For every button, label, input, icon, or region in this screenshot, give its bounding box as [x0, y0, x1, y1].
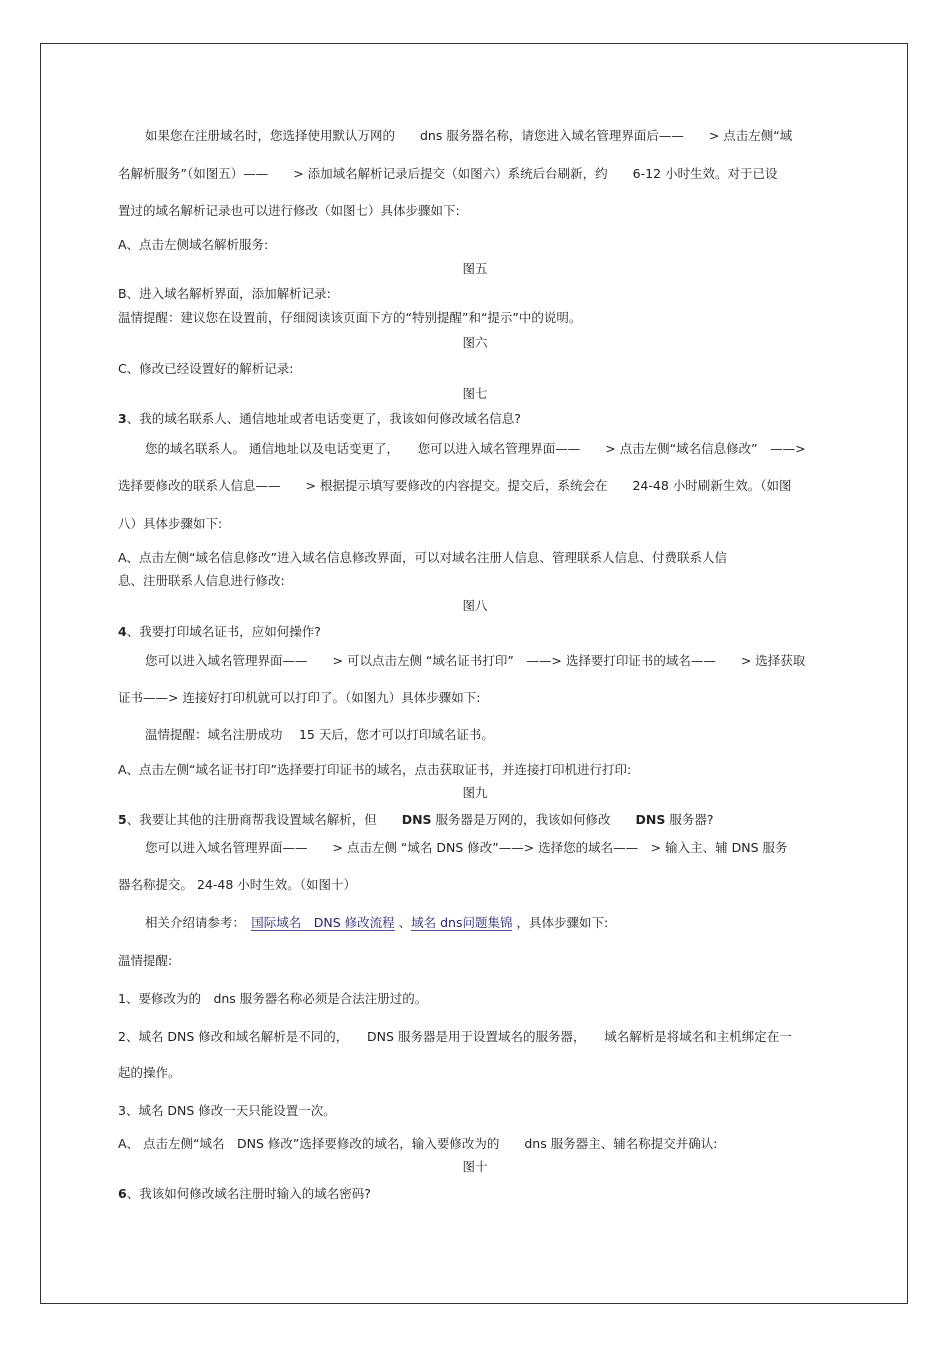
paragraph-line: 如果您在注册域名时，您选择使用默认万网的 dns 服务器名称，请您进入域名管理界面后—— > 点击左侧“域 [145, 128, 793, 143]
question-text: 服务器是万网的，我该如何修改 [431, 812, 636, 827]
step-line: C、修改已经设置好的解析记录: [118, 361, 294, 376]
tip-line: 1、要修改为的 dns 服务器名称必须是合法注册过的。 [118, 991, 428, 1006]
reference-label: 相关介绍请参考： [145, 915, 252, 930]
figure-caption: 图八 [462, 598, 488, 613]
figure-caption: 图十 [462, 1159, 488, 1174]
paragraph-line: 名解析服务”（如图五）—— > 添加域名解析记录后提交（如图六）系统后台刷新，约 6-12 小时生效。对于已设 [118, 166, 778, 181]
link-dns-faq[interactable]: 域名 dns问题集锦 [411, 915, 513, 930]
link-dns-modify-flow[interactable]: 国际域名 DNS 修改流程 [251, 915, 395, 930]
question-number: 6 [118, 1186, 127, 1201]
question-text: 、我要让其他的注册商帮我设置域名解析，但 [126, 812, 402, 827]
tip-line: 温情提醒：建议您在设置前，仔细阅读该页面下方的“特别提醒”和“提示”中的说明。 [118, 310, 582, 325]
question-number: 4 [118, 624, 127, 639]
reference-line [145, 915, 840, 931]
dns-term: DNS [635, 812, 666, 827]
paragraph-line: 置过的域名解析记录也可以进行修改（如图七）具体步骤如下: [118, 203, 460, 218]
figure-caption: 图六 [462, 335, 488, 350]
question-text: 服务器? [665, 812, 714, 827]
figure-caption: 图五 [462, 261, 488, 276]
step-line: A、点击左侧“域名证书打印”选择要打印证书的域名，点击获取证书，并连接打印机进行打印: [118, 762, 632, 777]
step-line: A、点击左侧“域名信息修改”进入域名信息修改界面，可以对域名注册人信息、管理联系人信息、付费联系人信 [118, 550, 728, 565]
step-line: A、点击左侧域名解析服务: [118, 237, 269, 252]
tip-heading: 温情提醒: [118, 953, 173, 968]
question-heading [118, 624, 840, 640]
question-heading [118, 1186, 840, 1202]
question-heading [118, 812, 840, 828]
paragraph-line: 您的域名联系人。 通信地址以及电话变更了， 您可以进入域名管理界面—— > 点击左侧“域名信息修改” ——> [145, 441, 806, 456]
paragraph-line: 选择要修改的联系人信息—— > 根据提示填写要修改的内容提交。提交后，系统会在 24-48 小时刷新生效。（如图 [118, 478, 792, 493]
tip-line: 起的操作。 [118, 1065, 181, 1080]
question-number: 5 [118, 812, 127, 827]
question-text: 、我该如何修改域名注册时输入的域名密码? [126, 1186, 371, 1201]
question-text: 、我的域名联系人、通信地址或者电话变更了，我该如何修改域名信息? [126, 411, 521, 426]
question-number: 3 [118, 411, 127, 426]
figure-caption: 图七 [462, 386, 488, 401]
step-line: A、 点击左侧“域名 DNS 修改”选择要修改的域名，输入要修改为的 dns 服务器主、辅名称提交并确认: [118, 1136, 718, 1151]
tip-line: 温情提醒：域名注册成功 15 天后，您才可以打印域名证书。 [145, 727, 494, 742]
paragraph-line: 您可以进入域名管理界面—— > 可以点击左侧 “域名证书打印” ——> 选择要打印证书的域名—— > 选择获取 [145, 653, 806, 668]
question-text: 、我要打印域名证书，应如何操作? [126, 624, 321, 639]
reference-separator: 、 [394, 915, 412, 930]
dns-term: DNS [401, 812, 432, 827]
paragraph-line: 证书——> 连接好打印机就可以打印了。（如图九）具体步骤如下: [118, 690, 481, 705]
paragraph-line: 八）具体步骤如下: [118, 516, 223, 531]
question-heading [118, 411, 840, 427]
tip-line: 3、域名 DNS 修改一天只能设置一次。 [118, 1103, 336, 1118]
tip-line: 2、域名 DNS 修改和域名解析是不同的， DNS 服务器是用于设置域名的服务器， 域名解析是将域名和主机绑定在一 [118, 1029, 792, 1044]
step-line: 息、注册联系人信息进行修改: [118, 573, 285, 588]
paragraph-line: 器名称提交。 24-48 小时生效。（如图十） [118, 877, 357, 892]
reference-tail: ，具体步骤如下: [512, 915, 609, 930]
paragraph-line: 您可以进入域名管理界面—— > 点击左侧 “域名 DNS 修改”——> 选择您的域名—— > 输入主、辅 DNS 服务 [145, 840, 788, 855]
figure-caption: 图九 [462, 785, 488, 800]
step-line: B、进入域名解析界面，添加解析记录: [118, 286, 331, 301]
